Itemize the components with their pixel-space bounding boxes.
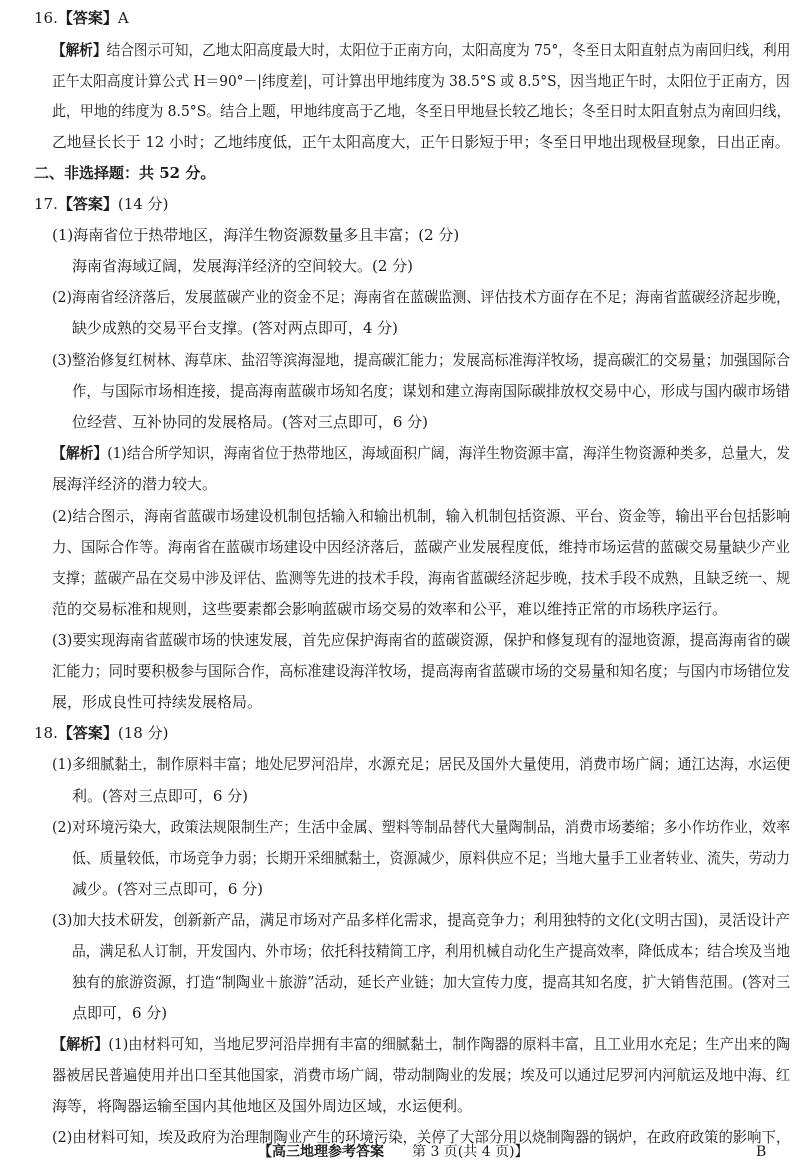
q17-answer-text: 位经营、互补协同的发展格局。(答对三点即可，6 分) [72, 413, 429, 431]
q17-answer-text: (3)整治修复红树林、海草床、盐沼等滨海湿地，提高碳汇能力；发展高标准海洋牧场，提高碳汇的交易量；加强国际合 [52, 351, 791, 369]
q18-answer-tag: 【答案】 [57, 724, 118, 742]
q16-answer-line [34, 8, 129, 28]
q16-answer-tag: 【答案】 [57, 9, 118, 27]
q17-analysis-line: 展海洋经济的潜力较大。 [52, 475, 218, 493]
q17-analysis-line: 展，形成良性可持续发展格局。 [52, 693, 263, 711]
q16-number: 16. [34, 9, 58, 27]
q17-answer-tag: 【答案】 [57, 195, 118, 213]
q17-answer-text: 缺少成熟的交易平台支撑。(答对两点即可，4 分) [72, 319, 399, 337]
q16-analysis-text: 结合图示可知，乙地太阳高度最大时，太阳位于正南方向，太阳高度为 75°，冬至日太阳直射点为南回归线，利用 [106, 41, 791, 59]
q17-analysis-line [52, 443, 790, 463]
q18-answer-text: 点即可，6 分) [72, 1004, 168, 1022]
q18-analysis-line: 器被居民普遍使用并出口至其他国家，消费市场广阔，带动制陶业的发展；埃及可以通过尼罗河内河航运及地中海、红 [52, 1066, 791, 1084]
q17-analysis-line: 支撑；蓝碳产品在交易中涉及评估、监测等先进的技术手段，海南省蓝碳经济起步晚，技术手段不成熟，且缺乏统一、规 [52, 569, 791, 587]
q18-score: (18 分) [117, 724, 169, 742]
q18-analysis-line: 海等，将陶器运输至国内其他地区及国外周边区域，水运便利。 [52, 1097, 473, 1115]
q18-answer-text: 独有的旅游资源，打造“制陶业＋旅游”活动，延长产业链；加大宣传力度，提高其知名度，扩大销售范围。(答对三 [72, 973, 791, 991]
q17-analysis-tag: 【解析】 [52, 444, 108, 462]
q17-analysis-text: (1)结合所学知识，海南省位于热带地区，海域面积广阔，海洋生物资源丰富，海洋生物资源种类多，总量大，发 [107, 444, 791, 462]
q17-analysis-line: 范的交易标准和规则，这些要素都会影响蓝碳市场交易的效率和公平，难以维持正常的市场秩序运行。 [52, 600, 728, 618]
q18-answer-text: (1)多细腻黏土，制作原料丰富；地处尼罗河沿岸，水源充足；居民及国外大量使用，消费市场广阔；通江达海，水运便 [52, 755, 791, 773]
q16-analysis-line: 此，甲地的纬度为 8.5°S。结合上题，甲地纬度高于乙地，冬至日甲地昼长较乙地长；冬至日时太阳直射点为南回归线， [52, 102, 791, 120]
q17-answer-text: (2)海南省经济落后，发展蓝碳产业的资金不足；海南省在蓝碳监测、评估技术方面存在不足；海南省蓝碳经济起步晚， [52, 288, 791, 306]
q17-answer-text: 海南省海域辽阔，发展海洋经济的空间较大。(2 分) [72, 257, 414, 275]
q18-answer-line [34, 723, 168, 743]
q16-analysis-line: 乙地昼长长于 12 小时；乙地纬度低，正午太阳高度大，正午日影短于甲；冬至日甲地出现极昼现象，日出正南。 [52, 133, 790, 151]
q18-analysis-line: (2)由材料可知，埃及政府为治理制陶业产生的环境污染，关停了大部分用以烧制陶器的锅炉，在政府政策的影响下， [52, 1128, 791, 1146]
q16-analysis-line [52, 40, 790, 60]
footer-title: 【高三地理参考答案 [258, 1144, 384, 1160]
q17-analysis-line: 力、国际合作等。海南省在蓝碳市场建设中因经济落后，蓝碳产业发展程度低，维持市场运营的蓝碳交易量缺少产业 [52, 538, 791, 556]
q18-answer-text: 利。(答对三点即可，6 分) [72, 787, 249, 805]
footer-page-number: 第 3 页(共 4 页)】 [412, 1144, 529, 1160]
q17-answer-line [34, 194, 168, 214]
q17-analysis-line: (2)结合图示，海南省蓝碳市场建设机制包括输入和输出机制，输入机制包括资源、平台、资金等，输出平台包括影响 [52, 507, 791, 525]
section-heading: 二、非选择题：共 52 分。 [34, 164, 216, 182]
footer-version: B [756, 1144, 767, 1160]
q18-analysis-tag: 【解析】 [52, 1035, 109, 1053]
q17-number: 17. [34, 195, 58, 213]
q18-answer-text: 减少。(答对三点即可，6 分) [72, 880, 264, 898]
q18-analysis-text: (1)由材料可知，当地尼罗河沿岸拥有丰富的细腻黏土，制作陶器的原料丰富，且工业用水充足；生产出来的陶 [108, 1035, 791, 1053]
q18-number: 18. [34, 724, 58, 742]
q17-answer-text: 作，与国际市场相连接，提高海南蓝碳市场知名度；谋划和建立海南国际碳排放权交易中心，形成与国内碳市场错 [72, 382, 790, 400]
q18-answer-text: (2)对环境污染大，政策法规限制生产；生活中金属、塑料等制品替代大量陶制品，消费市场萎缩；多小作坊作业，效率 [52, 818, 791, 836]
q18-analysis-line [52, 1034, 790, 1054]
q18-answer-text: (3)加大技术研发，创新新产品，满足市场对产品多样化需求，提高竞争力；利用独特的文化(文明古国)，灵活设计产 [52, 911, 790, 929]
q17-analysis-line: 汇能力；同时要积极参与国际合作，高标准建设海洋牧场，提高海南省蓝碳市场的交易量和知名度；与国内市场错位发 [52, 662, 791, 680]
q17-analysis-line: (3)要实现海南省蓝碳市场的快速发展，首先应保护海南省的蓝碳资源，保护和修复现有的湿地资源，提高海南省的碳 [52, 631, 791, 649]
q16-analysis-tag: 【解析】 [52, 41, 107, 59]
q16-analysis-line: 正午太阳高度计算公式 H＝90°－|纬度差|，可计算出甲地纬度为 38.5°S 或 8.5°S，因当地正午时，太阳位于正南方，因 [52, 72, 790, 90]
q17-answer-text: (1)海南省位于热带地区，海洋生物资源数量多且丰富；(2 分) [52, 226, 460, 244]
q17-score: (14 分) [117, 195, 169, 213]
q18-answer-text: 低、质量较低，市场竞争力弱；长期开采细腻黏土，资源减少，原料供应不足；当地大量手工业者转业、流失，劳动力 [72, 849, 791, 867]
q18-answer-text: 品，满足私人订制，开发国内、外市场；依托科技精简工序，利用机械自动化生产提高效率，降低成本；结合埃及当地 [72, 942, 791, 960]
q16-answer-value: A [117, 9, 129, 27]
